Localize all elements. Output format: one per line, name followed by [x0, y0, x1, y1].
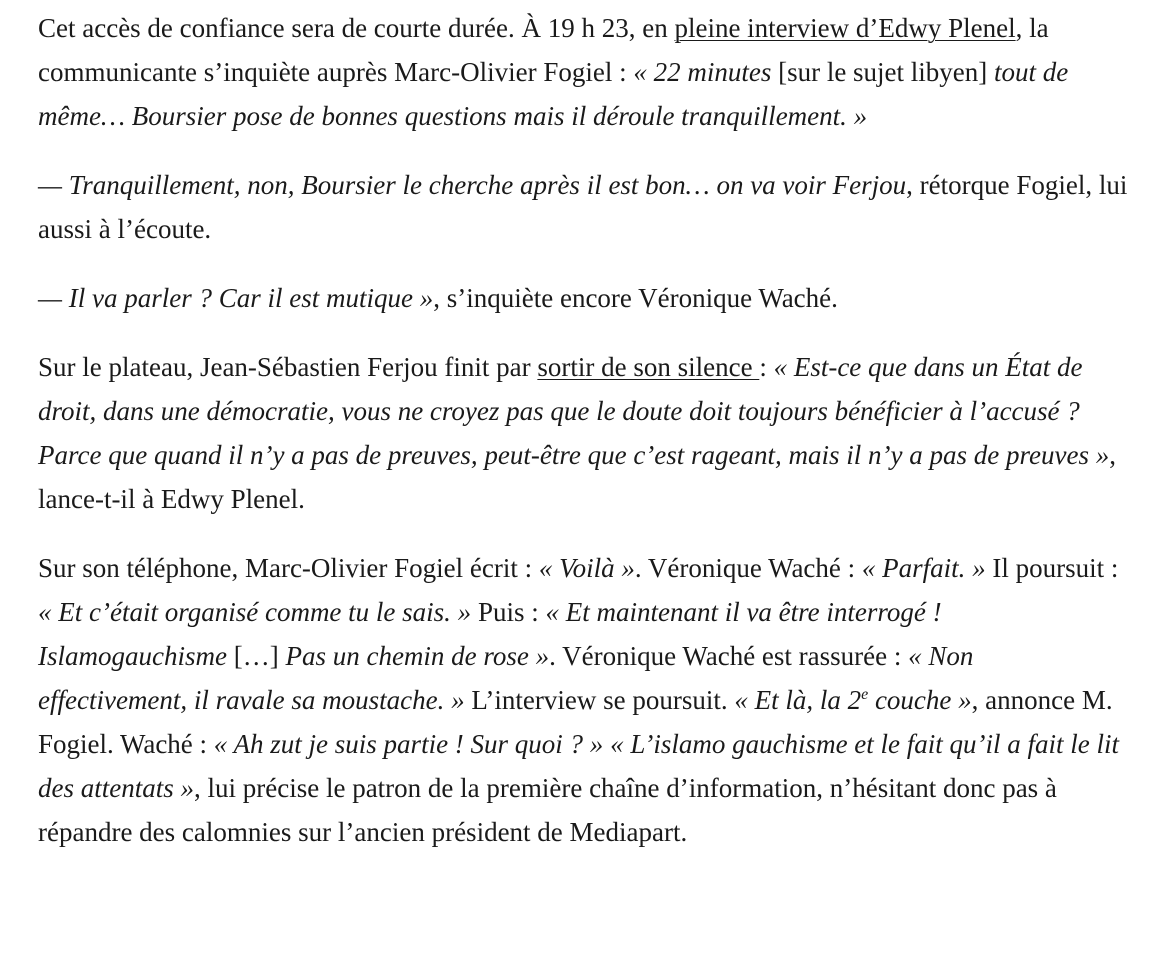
quote: Pas un chemin de rose »: [285, 641, 550, 671]
text: Sur le plateau, Jean-Sébastien Ferjou finit par: [38, 352, 538, 382]
quote-part: couche »: [868, 685, 972, 715]
ferjou-silence-link[interactable]: sortir de son silence: [537, 352, 760, 382]
superscript: e: [861, 686, 869, 703]
quote: « Est-ce que dans un État de droit, dans une démocratie, vous ne croyez pas que le doute doit toujours bénéficier à l’accusé ? Parce que quand il n’y a pas de preuves, peut-être que c’est rageant, mais il n’y a pas de preuves »: [38, 352, 1110, 470]
quote: « Et c’était organisé comme tu le sais. »: [38, 597, 472, 627]
paragraph-2: [38, 163, 1128, 251]
text: Il poursuit :: [985, 553, 1119, 583]
text: [sur le sujet libyen]: [771, 57, 995, 87]
text: Sur son téléphone, Marc-Olivier Fogiel écrit :: [38, 553, 539, 583]
quote: « Non effectivement, il ravale sa moustache. »: [38, 641, 974, 715]
paragraph-1: [38, 6, 1128, 138]
quote: « 22 minutes: [633, 57, 772, 87]
quote: — Il va parler ? Car il est mutique »: [38, 283, 434, 313]
text: Puis :: [471, 597, 546, 627]
text: , rétorque Fogiel, lui aussi à l’écoute.: [38, 170, 1128, 244]
quote: « Voilà »: [538, 553, 635, 583]
text: , annonce M. Fogiel. Waché :: [38, 685, 1113, 759]
paragraph-5: [38, 546, 1128, 854]
text: , la communicante s’inquiète auprès Marc-Olivier Fogiel :: [38, 13, 1049, 87]
text: . Véronique Waché est rassurée :: [549, 641, 909, 671]
quote: — Tranquillement, non, Boursier le cherche après il est bon… on va voir Ferjou: [38, 170, 907, 200]
quote: « Parfait. »: [861, 553, 986, 583]
paragraph-3: [38, 276, 1128, 320]
text: , lui précise le patron de la première chaîne d’information, n’hésitant donc pas à répandre des calomnies sur l’ancien président de Mediapart.: [38, 773, 1057, 847]
quote: tout de même… Boursier pose de bonnes questions mais il déroule tranquillement. »: [38, 57, 1069, 131]
paragraph-4: [38, 345, 1128, 521]
text: , s’inquiète encore Véronique Waché.: [433, 283, 838, 313]
text: , lance-t-il à Edwy Plenel.: [38, 440, 1116, 514]
text: Cet accès de confiance sera de courte durée. À 19 h 23, en: [38, 13, 675, 43]
quote: « Ah zut je suis partie ! Sur quoi ? »: [213, 729, 604, 759]
text: […]: [233, 641, 286, 671]
quote-part: « Et là, la 2: [734, 685, 862, 715]
text: :: [759, 352, 774, 382]
plenel-interview-link[interactable]: pleine interview d’Edwy Plenel: [674, 13, 1016, 43]
quote: « Et maintenant il va être interrogé ! Islamogauchisme: [38, 597, 942, 671]
text: L’interview se poursuit.: [464, 685, 735, 715]
article-body: [38, 6, 1128, 879]
quote: « L’islamo gauchisme et le fait qu’il a fait le lit des attentats »: [38, 729, 1120, 803]
quote: [734, 685, 971, 715]
text: . Véronique Waché :: [634, 553, 862, 583]
